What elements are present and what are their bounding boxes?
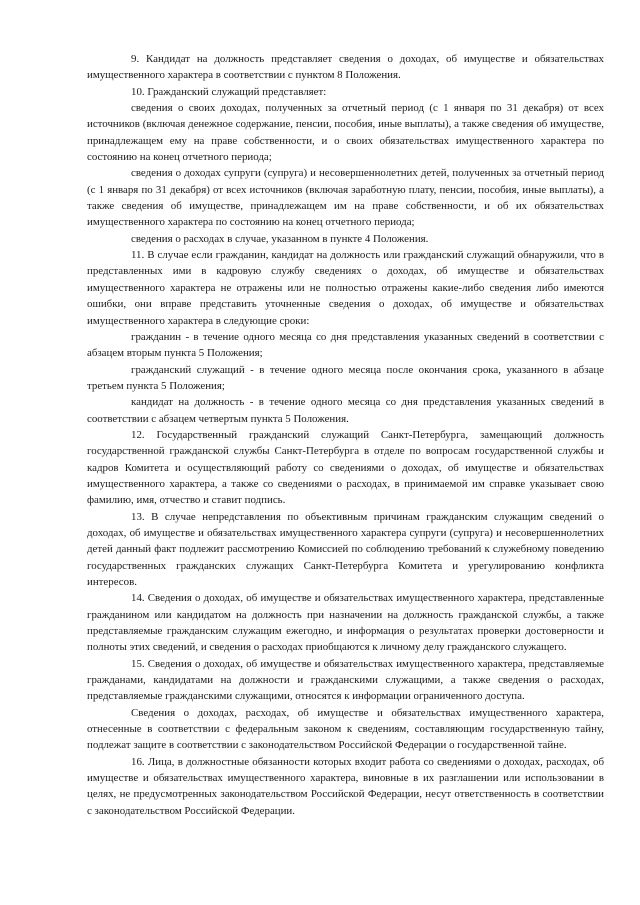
paragraph-expenses: сведения о расходах в случае, указанном в пункте 4 Положения. [131,232,429,245]
paragraph-item-16: 16. Лица, в должностные обязанности которых входит работа со сведениями о доходах, расходах, об имуществе и обязательствах имущественного характера, виновные в их разглашении или использовании в целях, не предусмотренных законодательством Российской Федерации, несут ответственность в соответствии с законодательством Российской Федерации. [87,755,604,817]
document-body [87,51,604,819]
paragraph-item-11: 11. В случае если гражданин, кандидат на должность или гражданский служащий обнаружили, что в представленных ими в кадровую службу сведениях о доходах, об имуществе и обязательствах имущественного характера не отражены или не полностью отражены какие-либо сведения либо имеются ошибки, они вправе представить уточненные сведения о доходах, об имуществе и обязательствах имущественного характера в следующие сроки: [87,249,604,327]
paragraph-deadline-candidate: кандидат на должность - в течение одного месяца со дня представления указанных сведений в соответствии с абзацем четвертым пункта 5 Положения. [87,396,604,425]
paragraph-deadline-citizen: гражданин - в течение одного месяца со дня представления указанных сведений в соответствии с абзацем вторым пункта 5 Положения; [87,330,604,360]
paragraph-spouse-income: сведения о доходах супруги (супруга) и несовершеннолетних детей, полученных за отчетный период (с 1 января по 31 декабря) от всех источников (включая заработную плату, пенсии, пособия, иные выплаты), а также сведения об имуществе, принадлежащем им на праве собственности, и об их обязательствах имущественного характера по состоянию на конец отчетного периода; [87,167,604,229]
paragraph-state-secret: Сведения о доходах, расходах, об имуществе и обязательствах имущественного характера, отнесенные в соответствии с федеральным законом к сведениям, составляющим государственную тайну, подлежат защите в соответствии с законодательством Российской Федерации о государственной тайне. [87,706,604,752]
paragraph-item-9: 9. Кандидат на должность представляет сведения о доходах, об имуществе и обязательствах имущественного характера в соответствии с пунктом 8 Положения. [87,53,604,82]
paragraph-own-income: сведения о своих доходах, полученных за отчетный период (с 1 января по 31 декабря) от всех источников (включая денежное содержание, пенсии, пособия, иные выплаты), а также сведения об имуществе, принадлежащем ему на праве собственности, и о своих обязательствах имущественного характера по состоянию на конец отчетного периода; [87,102,604,164]
paragraph-item-15: 15. Сведения о доходах, об имуществе и обязательствах имущественного характера, представляемые гражданами, кандидатами на должности и гражданскими служащими, а также сведения о расходах, представляемые гражданскими служащими, относятся к информации ограниченного доступа. [87,657,604,703]
paragraph-item-14: 14. Сведения о доходах, об имуществе и обязательствах имущественного характера, представленные гражданином или кандидатом на должность при назначении на должность гражданской службы, а также представляемые гражданским служащим ежегодно, и информация о результатах проверки достоверности и полноты этих сведений, и сведения о расходах приобщаются к личному делу гражданского служащего. [87,592,604,654]
paragraph-item-12: 12. Государственный гражданский служащий Санкт-Петербурга, замещающий должность государственной гражданской службы Санкт-Петербурга в отделе по вопросам государственной службы и кадров Комитета и осуществляющий работу со сведениями о доходах, об имуществе и обязательствах имущественного характера, а также со сведениями о расходах, в принимаемой им справке указывает свою фамилию, имя, отчество и ставит подпись. [87,428,604,507]
paragraph-item-10: 10. Гражданский служащий представляет: [131,85,327,98]
paragraph-item-13: 13. В случае непредставления по объективным причинам гражданским служащим сведений о доходах, об имуществе и обязательствах имущественного характера супруги (супруга) и несовершеннолетних детей данный факт подлежит рассмотрению Комиссией по соблюдению требований к служебному поведению государственных гражданских служащих Санкт-Петербурга Комитета и урегулированию конфликта интересов. [87,510,604,588]
paragraph-deadline-servant: гражданский служащий - в течение одного месяца после окончания срока, указанного в абзаце третьем пункта 5 Положения; [87,363,604,392]
